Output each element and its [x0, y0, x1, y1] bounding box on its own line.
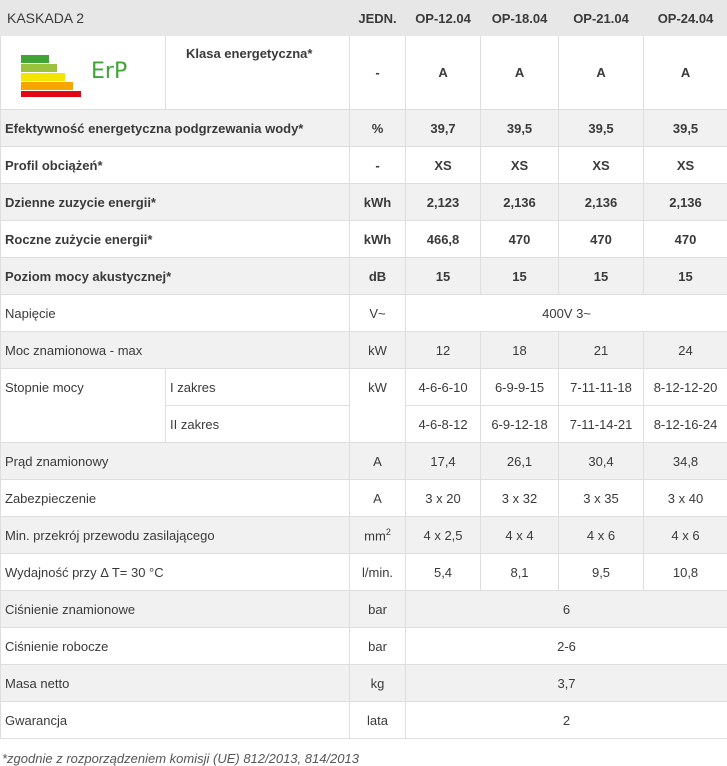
row-value: 6-9-12-18 [481, 406, 559, 443]
row-value: 6-9-9-15 [481, 369, 559, 406]
row-unit: kWh [350, 184, 406, 221]
table-row [1, 147, 727, 184]
row-sublabel: I zakres [166, 369, 350, 406]
row-unit: V~ [350, 295, 406, 332]
model-header: OP-12.04 [406, 1, 481, 36]
row-value: 6 [406, 591, 727, 628]
row-value: 2,123 [406, 184, 481, 221]
footnote: *zgodnie z rozporządzeniem komisji (UE) 812/2013, 814/2013 [0, 751, 727, 766]
row-value: 470 [481, 221, 559, 258]
erp-bar [21, 55, 49, 63]
table-row [1, 517, 727, 554]
model-header: OP-21.04 [559, 1, 644, 36]
row-label: Profil obciążeń* [1, 147, 350, 184]
erp-logo [21, 51, 149, 95]
row-value: 5,4 [406, 554, 481, 591]
row-value: 2,136 [559, 184, 644, 221]
row-value: 4 x 2,5 [406, 517, 481, 554]
row-label: Wydajność przy Δ T= 30 °C [1, 554, 350, 591]
unit-header: JEDN. [350, 1, 406, 36]
row-value: 4-6-6-10 [406, 369, 481, 406]
table-row [1, 443, 727, 480]
row-value: 4-6-8-12 [406, 406, 481, 443]
row-label: Gwarancja [1, 702, 350, 739]
row-value: 30,4 [559, 443, 644, 480]
erp-bar [21, 91, 81, 97]
row-value: 8,1 [481, 554, 559, 591]
row-unit: kg [350, 665, 406, 702]
row-unit: l/min. [350, 554, 406, 591]
erp-logo-text: ErP [91, 59, 127, 84]
row-label: Dzienne zuzycie energii* [1, 184, 350, 221]
row-value: 39,5 [644, 110, 727, 147]
row-value: A [644, 36, 727, 110]
row-label: Poziom mocy akustycznej* [1, 258, 350, 295]
row-value: 4 x 6 [559, 517, 644, 554]
row-value: 9,5 [559, 554, 644, 591]
row-unit: lata [350, 702, 406, 739]
row-value: 24 [644, 332, 727, 369]
row-label: Zabezpieczenie [1, 480, 350, 517]
row-value: 15 [644, 258, 727, 295]
row-value: XS [644, 147, 727, 184]
row-unit: A [350, 480, 406, 517]
row-sublabel: II zakres [166, 406, 350, 443]
table-row [1, 480, 727, 517]
row-value: 2 [406, 702, 727, 739]
unit-superscript: 2 [386, 527, 391, 537]
row-value: 26,1 [481, 443, 559, 480]
row-value: 4 x 6 [644, 517, 727, 554]
row-value: 3 x 20 [406, 480, 481, 517]
table-row [1, 295, 727, 332]
row-label: Ciśnienie robocze [1, 628, 350, 665]
table-row [1, 36, 727, 110]
row-unit: kW [350, 369, 406, 443]
erp-logo-cell [1, 36, 166, 110]
row-value: 3 x 40 [644, 480, 727, 517]
row-label: Prąd znamionowy [1, 443, 350, 480]
table-row [1, 221, 727, 258]
row-unit: kWh [350, 221, 406, 258]
table-row [1, 332, 727, 369]
row-label: Klasa energetyczna* [166, 36, 350, 110]
row-value: 39,7 [406, 110, 481, 147]
row-label: Roczne zużycie energii* [1, 221, 350, 258]
row-label: Ciśnienie znamionowe [1, 591, 350, 628]
row-value: 470 [644, 221, 727, 258]
table-row [1, 184, 727, 221]
erp-bar [21, 73, 65, 81]
table-header [1, 1, 727, 36]
row-value: 470 [559, 221, 644, 258]
row-value: 400V 3~ [406, 295, 727, 332]
row-unit: kW [350, 332, 406, 369]
unit-text: mm [364, 528, 386, 543]
row-value: 15 [559, 258, 644, 295]
table-title: KASKADA 2 [1, 1, 350, 36]
row-value: 466,8 [406, 221, 481, 258]
row-value: A [406, 36, 481, 110]
row-value: 15 [406, 258, 481, 295]
table-row [1, 591, 727, 628]
row-value: 8-12-12-20 [644, 369, 727, 406]
row-value: 21 [559, 332, 644, 369]
row-value: 3 x 32 [481, 480, 559, 517]
row-value: XS [481, 147, 559, 184]
row-value: 7-11-11-18 [559, 369, 644, 406]
row-value: 2-6 [406, 628, 727, 665]
table-row [1, 369, 727, 406]
row-unit: - [350, 147, 406, 184]
erp-bar [21, 82, 73, 90]
row-value: 39,5 [481, 110, 559, 147]
row-value: 18 [481, 332, 559, 369]
row-value: 15 [481, 258, 559, 295]
row-label: Moc znamionowa - max [1, 332, 350, 369]
table-row [1, 110, 727, 147]
row-value: 10,8 [644, 554, 727, 591]
row-value: 4 x 4 [481, 517, 559, 554]
model-header: OP-18.04 [481, 1, 559, 36]
row-value: 12 [406, 332, 481, 369]
table-row [1, 665, 727, 702]
row-value: XS [559, 147, 644, 184]
row-unit: - [350, 36, 406, 110]
row-value: 2,136 [481, 184, 559, 221]
row-unit: dB [350, 258, 406, 295]
table-row [1, 702, 727, 739]
row-value: 7-11-14-21 [559, 406, 644, 443]
row-value: 2,136 [644, 184, 727, 221]
row-value: 39,5 [559, 110, 644, 147]
row-unit: A [350, 443, 406, 480]
row-label: Efektywność energetyczna podgrzewania wody* [1, 110, 350, 147]
table-row [1, 554, 727, 591]
table-row [1, 628, 727, 665]
row-value: XS [406, 147, 481, 184]
row-label: Min. przekrój przewodu zasilającego [1, 517, 350, 554]
row-unit: bar [350, 628, 406, 665]
row-unit: bar [350, 591, 406, 628]
table-row [1, 258, 727, 295]
row-unit: % [350, 110, 406, 147]
model-header: OP-24.04 [644, 1, 727, 36]
row-value: A [481, 36, 559, 110]
row-value: 8-12-16-24 [644, 406, 727, 443]
row-label: Masa netto [1, 665, 350, 702]
row-value: 3,7 [406, 665, 727, 702]
erp-bar [21, 64, 57, 72]
row-value: A [559, 36, 644, 110]
row-value: 17,4 [406, 443, 481, 480]
row-label: Napięcie [1, 295, 350, 332]
row-value: 3 x 35 [559, 480, 644, 517]
row-unit [350, 517, 406, 554]
row-value: 34,8 [644, 443, 727, 480]
row-label: Stopnie mocy [1, 369, 166, 443]
